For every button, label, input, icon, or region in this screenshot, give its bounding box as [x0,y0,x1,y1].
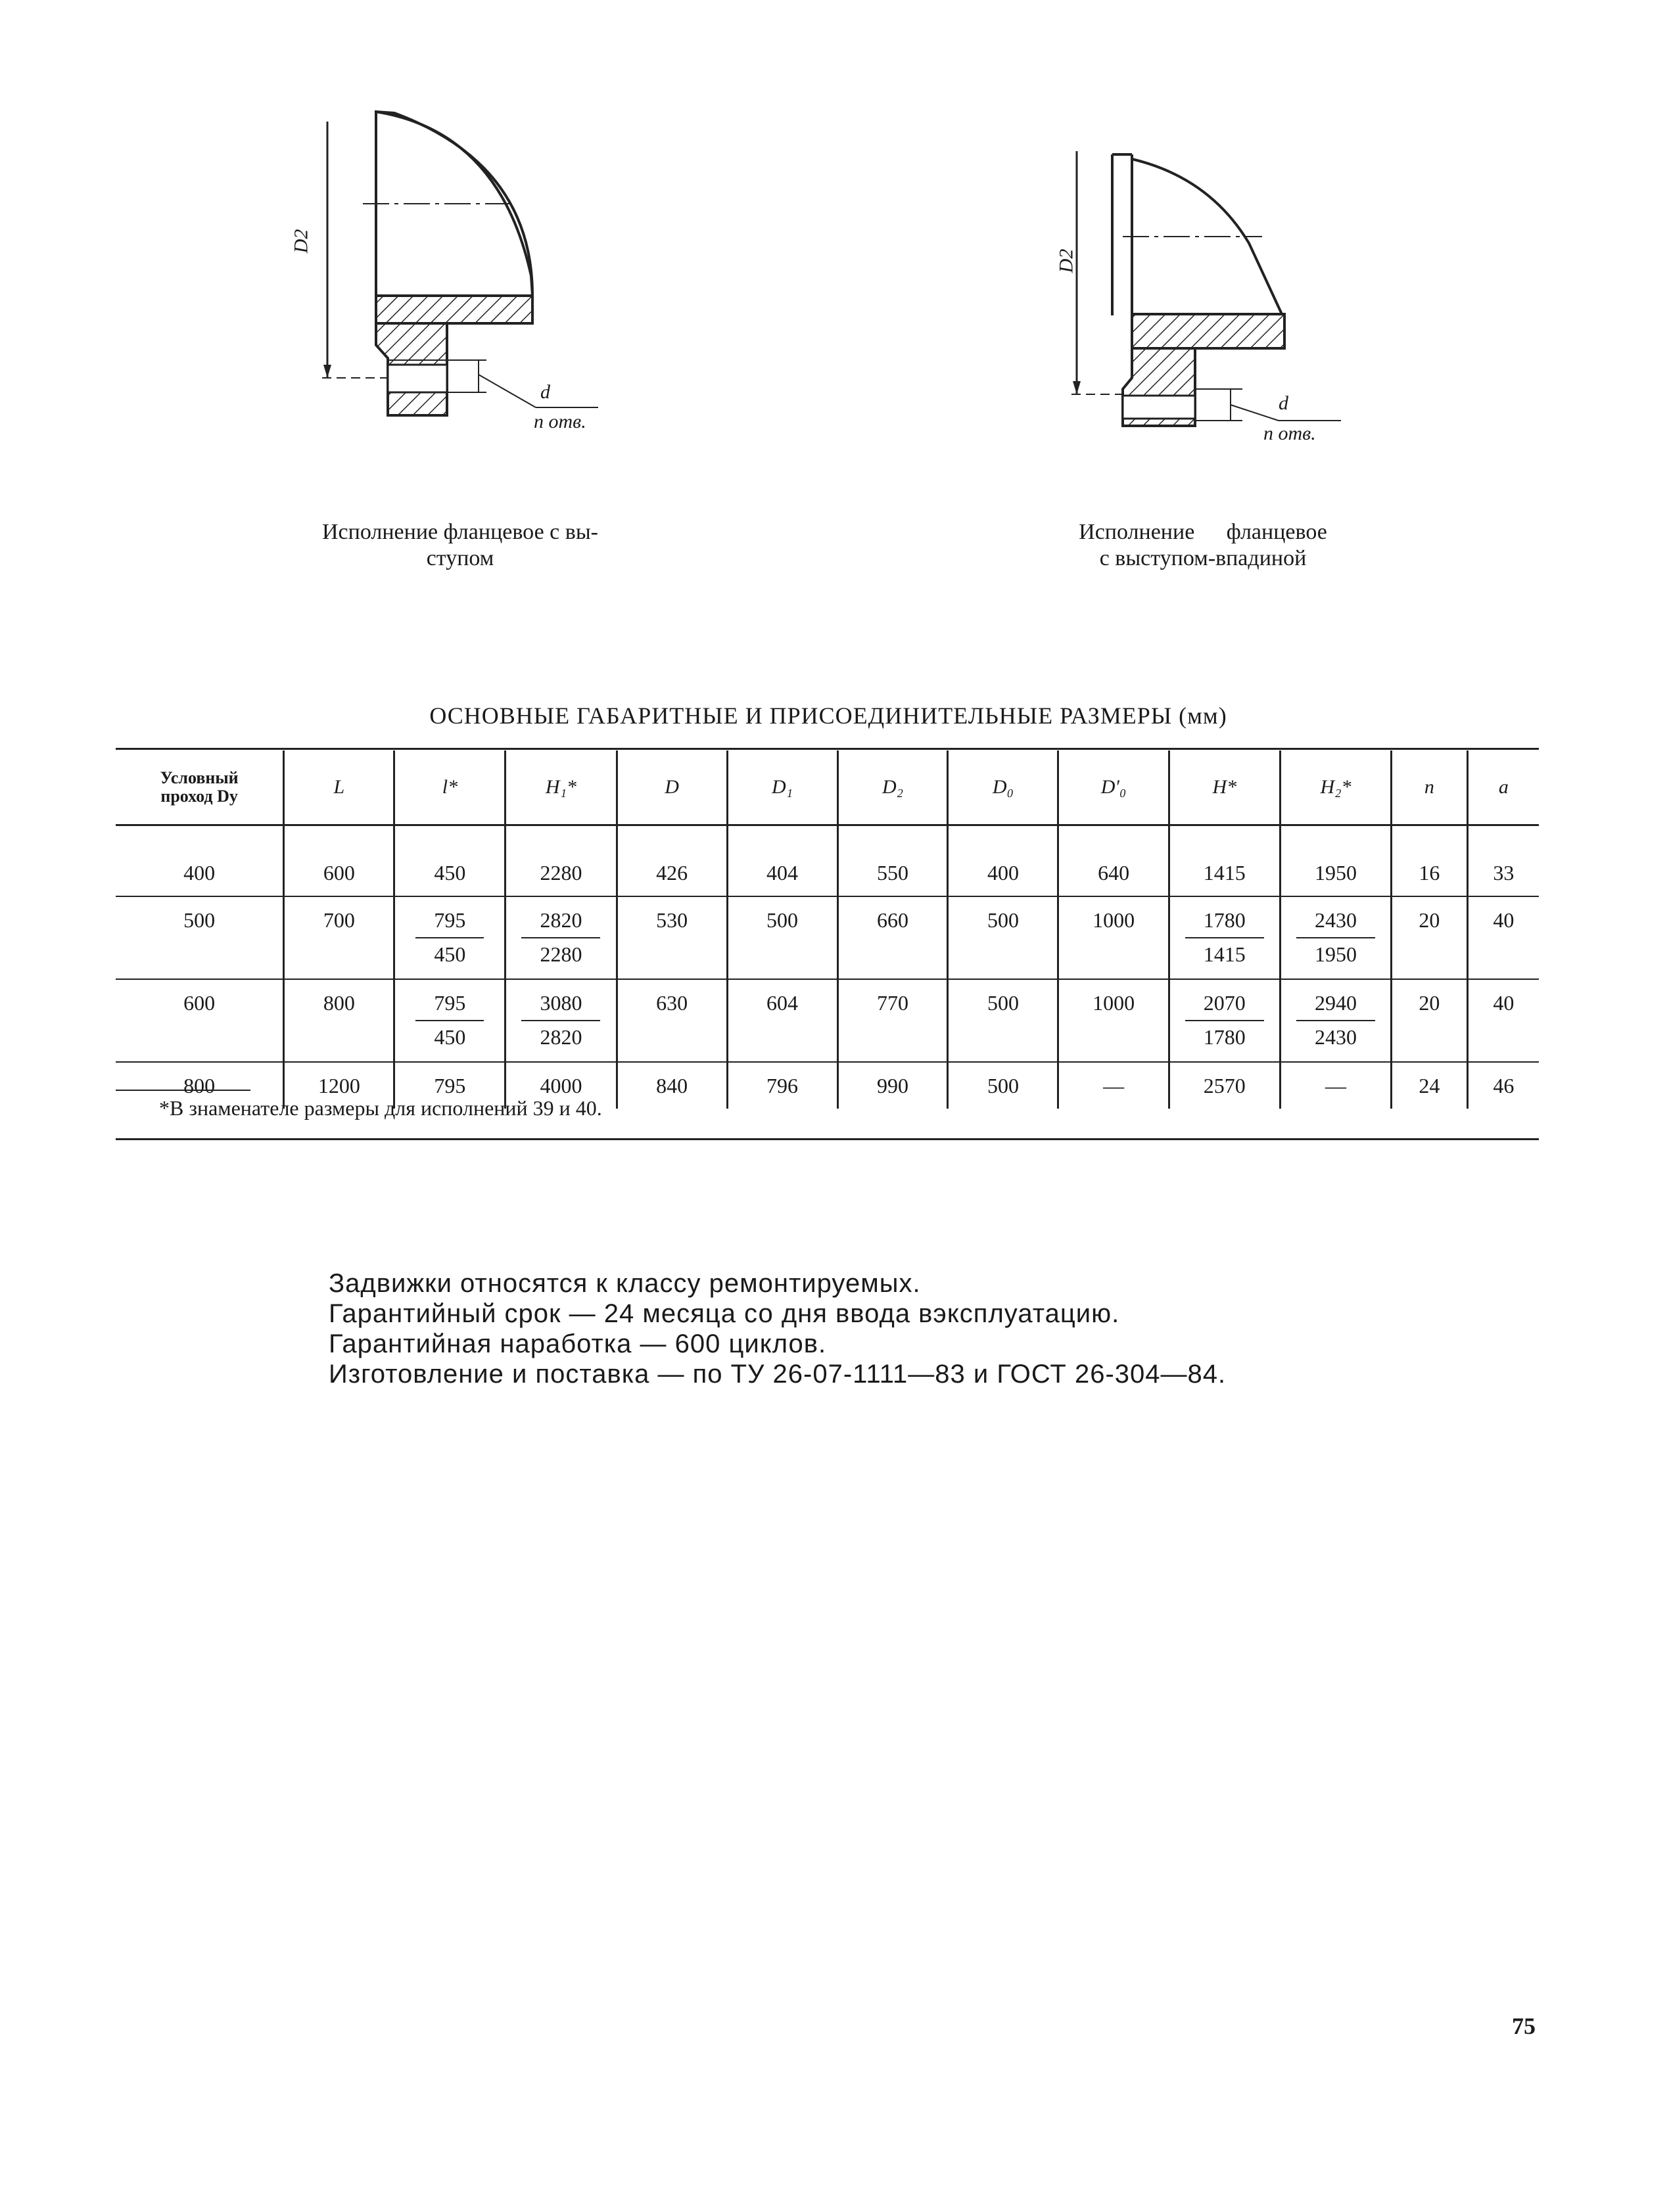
numerator-value: 2430 [1296,903,1375,938]
cell-value: 46 [1493,1074,1515,1097]
fraction-denominator [395,1021,504,1056]
cell-H2 [1280,979,1391,1062]
cell-a [1467,825,1539,897]
cell-value: — [1103,1074,1125,1097]
value-text: 1950 [1315,942,1357,966]
left-d2-label: D2 [290,229,312,254]
cell-D0p [1058,896,1169,979]
cell-n [1392,896,1468,979]
table-top-rule [116,748,1539,750]
fraction-denominator [1281,1021,1390,1056]
value-text: 2280 [540,861,582,885]
left-caption-line-1: Исполнение фланцевое с вы- [322,520,598,544]
value-text: 1415 [1203,942,1246,966]
value-text: 2430 [1315,1025,1357,1049]
header-D1: D₁ [727,750,837,825]
cell-value [395,855,504,890]
cell-value: 33 [1493,861,1515,885]
fraction-numerator [395,985,504,1021]
right-figure-caption [1032,519,1374,572]
numerator-value: 795 [415,986,484,1021]
cell-value: 800 [323,991,355,1015]
value-text: 2570 [1203,1074,1246,1097]
cell-value: 500 [987,991,1019,1015]
header-H: H* [1169,750,1280,825]
cell-value: 600 [183,991,216,1015]
cell-value: 640 [1098,861,1130,885]
cell-D [617,979,727,1062]
value-text: 450 [434,1025,466,1049]
cell-value: 796 [766,1074,799,1097]
fraction-denominator [506,938,615,973]
cell-value: 404 [766,861,799,885]
cell-L [284,896,394,979]
fraction-numerator [1281,985,1390,1021]
cell-value: 700 [323,908,355,932]
cell-value: 1200 [317,1074,360,1097]
value-text: 2820 [540,1025,582,1049]
value-text: 450 [434,861,466,885]
footnote-rule [116,1090,250,1091]
fraction-denominator [1281,938,1390,973]
table-row [116,979,1539,1062]
table-header-row [116,750,1539,825]
cell-D0p [1058,1062,1169,1109]
cell-value: 600 [323,861,355,885]
cell-D1 [727,896,837,979]
left-figure-caption [289,519,631,572]
cell-dy [116,896,284,979]
cell-value: 630 [656,991,688,1015]
body-line-2: Гарантийный срок — 24 месяца со дня ввода вэксплуатацию. [329,1299,1120,1328]
header-l: l* [394,750,505,825]
cell-H1 [505,979,617,1062]
value-text: 450 [434,942,466,966]
dimensions-table [116,750,1539,1109]
cell-L [284,825,394,897]
cell-value: 500 [766,908,799,932]
header-L: L [284,750,394,825]
cell-value: 530 [656,908,688,932]
cell-value: 840 [656,1074,688,1097]
fraction-denominator [1170,1021,1279,1056]
fraction-numerator [1281,902,1390,938]
cell-value [1281,1068,1390,1103]
fraction-numerator [506,985,615,1021]
cell-a [1467,1062,1539,1109]
cell-value: 990 [877,1074,908,1097]
fraction-denominator [506,1021,615,1056]
cell-D0 [948,825,1058,897]
left-caption-line-2: ступом [426,546,494,570]
value-text: 2280 [540,942,582,966]
table-row [116,896,1539,979]
cell-D0 [948,1062,1058,1109]
cell-D2 [837,979,948,1062]
header-H1: H₁* [505,750,617,825]
right-caption-line-1: Исполнение фланцевое [1079,520,1327,544]
numerator-value: 2070 [1185,986,1264,1021]
value-text: 1415 [1203,861,1246,885]
cell-value: 1000 [1093,908,1135,932]
right-hole-n-label: n отв. [1263,423,1316,444]
numerator-value: 795 [415,903,484,938]
cell-D0p [1058,979,1169,1062]
fraction-denominator [395,938,504,973]
right-caption-line-2: с выступом-впадиной [1099,546,1307,570]
cell-H1 [505,896,617,979]
cell-H1 [505,825,617,897]
cell-a [1467,979,1539,1062]
cell-value: 500 [987,1074,1019,1097]
cell-value: 40 [1493,991,1515,1015]
table-row [116,825,1539,897]
header-D0-prime: D′₀ [1058,750,1169,825]
cell-value [1281,855,1390,890]
cell-a [1467,896,1539,979]
cell-D [617,825,727,897]
body-text [329,1268,1226,1389]
cell-value: 1000 [1093,991,1135,1015]
cell-dy [116,825,284,897]
cell-value [1170,855,1279,890]
numerator-value: 3080 [521,986,600,1021]
cell-l [394,896,505,979]
value-text: 1950 [1315,861,1357,885]
body-line-4: Изготовление и поставка — по ТУ 26-07-1111—83 и ГОСТ 26-304—84. [329,1360,1227,1389]
cell-n [1392,979,1468,1062]
fraction-numerator [1170,985,1279,1021]
cell-D2 [837,1062,948,1109]
cell-D0 [948,979,1058,1062]
cell-l [394,979,505,1062]
value-text: 4000 [540,1074,582,1097]
cell-D2 [837,896,948,979]
cell-value: 500 [987,908,1019,932]
cell-D [617,896,727,979]
header-dy-line-1: Условный [160,768,239,787]
numerator-value: 2940 [1296,986,1375,1021]
cell-H [1169,825,1280,897]
table-body [116,825,1539,1109]
right-hole-d-label: d [1279,392,1288,414]
cell-value: 604 [766,991,799,1015]
body-line-3: Гарантийная наработка — 600 циклов. [329,1329,827,1358]
header-H2: H₂* [1280,750,1391,825]
cell-value [506,855,615,890]
fraction-numerator [395,902,504,938]
cell-H [1169,979,1280,1062]
cell-value: 40 [1493,908,1515,932]
fraction-denominator [1170,938,1279,973]
page-number: 75 [1512,2013,1536,2039]
flange-drawing-left [283,99,651,440]
cell-L [284,979,394,1062]
cell-D1 [727,825,837,897]
right-d2-label: D2 [1055,248,1077,273]
cell-H2 [1280,825,1391,897]
cell-value [1170,1068,1279,1103]
header-D0: D₀ [948,750,1058,825]
cell-H2 [1280,1062,1391,1109]
fraction-numerator [506,902,615,938]
value-text: 1780 [1203,1025,1246,1049]
cell-D1 [727,1062,837,1109]
flange-drawing-right [1052,145,1394,453]
numerator-value: 1780 [1185,903,1264,938]
cell-value: 550 [877,861,908,885]
cell-H [1169,1062,1280,1109]
left-hole-d-label: d [540,381,550,403]
table-bottom-rule [116,1138,1539,1140]
cell-D0 [948,896,1058,979]
header-a: a [1467,750,1539,825]
body-line-1: Задвижки относятся к классу ремонтируемых. [329,1269,921,1298]
header-D2: D₂ [837,750,948,825]
header-dy [116,750,284,825]
cell-value: 770 [877,991,908,1015]
cell-value: 400 [987,861,1019,885]
cell-D0p [1058,825,1169,897]
cell-l [394,825,505,897]
table-title: ОСНОВНЫЕ ГАБАРИТНЫЕ И ПРИСОЕДИНИТЕЛЬНЫЕ РАЗМЕРЫ (мм) [429,703,1227,729]
cell-D1 [727,979,837,1062]
value-text: — [1325,1074,1346,1097]
cell-value: 400 [183,861,216,885]
header-n: n [1392,750,1468,825]
cell-value: 16 [1419,861,1440,885]
value-text: 795 [434,1074,466,1097]
cell-value: 800 [183,1074,216,1097]
cell-value: 500 [183,908,216,932]
cell-H2 [1280,896,1391,979]
numerator-value: 2820 [521,903,600,938]
header-D: D [617,750,727,825]
cell-value: 20 [1419,908,1440,932]
header-dy-line-2: проход Dy [160,787,238,806]
cell-value: 660 [877,908,908,932]
cell-n [1392,1062,1468,1109]
left-hole-n-label: n отв. [534,411,586,432]
cell-dy [116,979,284,1062]
cell-H [1169,896,1280,979]
table-footnote: *В знаменателе размеры для исполнений 39 и 40. [159,1096,602,1120]
cell-D2 [837,825,948,897]
cell-value: 24 [1419,1074,1440,1097]
cell-D [617,1062,727,1109]
fraction-numerator [1170,902,1279,938]
cell-value: 426 [656,861,688,885]
cell-n [1392,825,1468,897]
cell-value: 20 [1419,991,1440,1015]
